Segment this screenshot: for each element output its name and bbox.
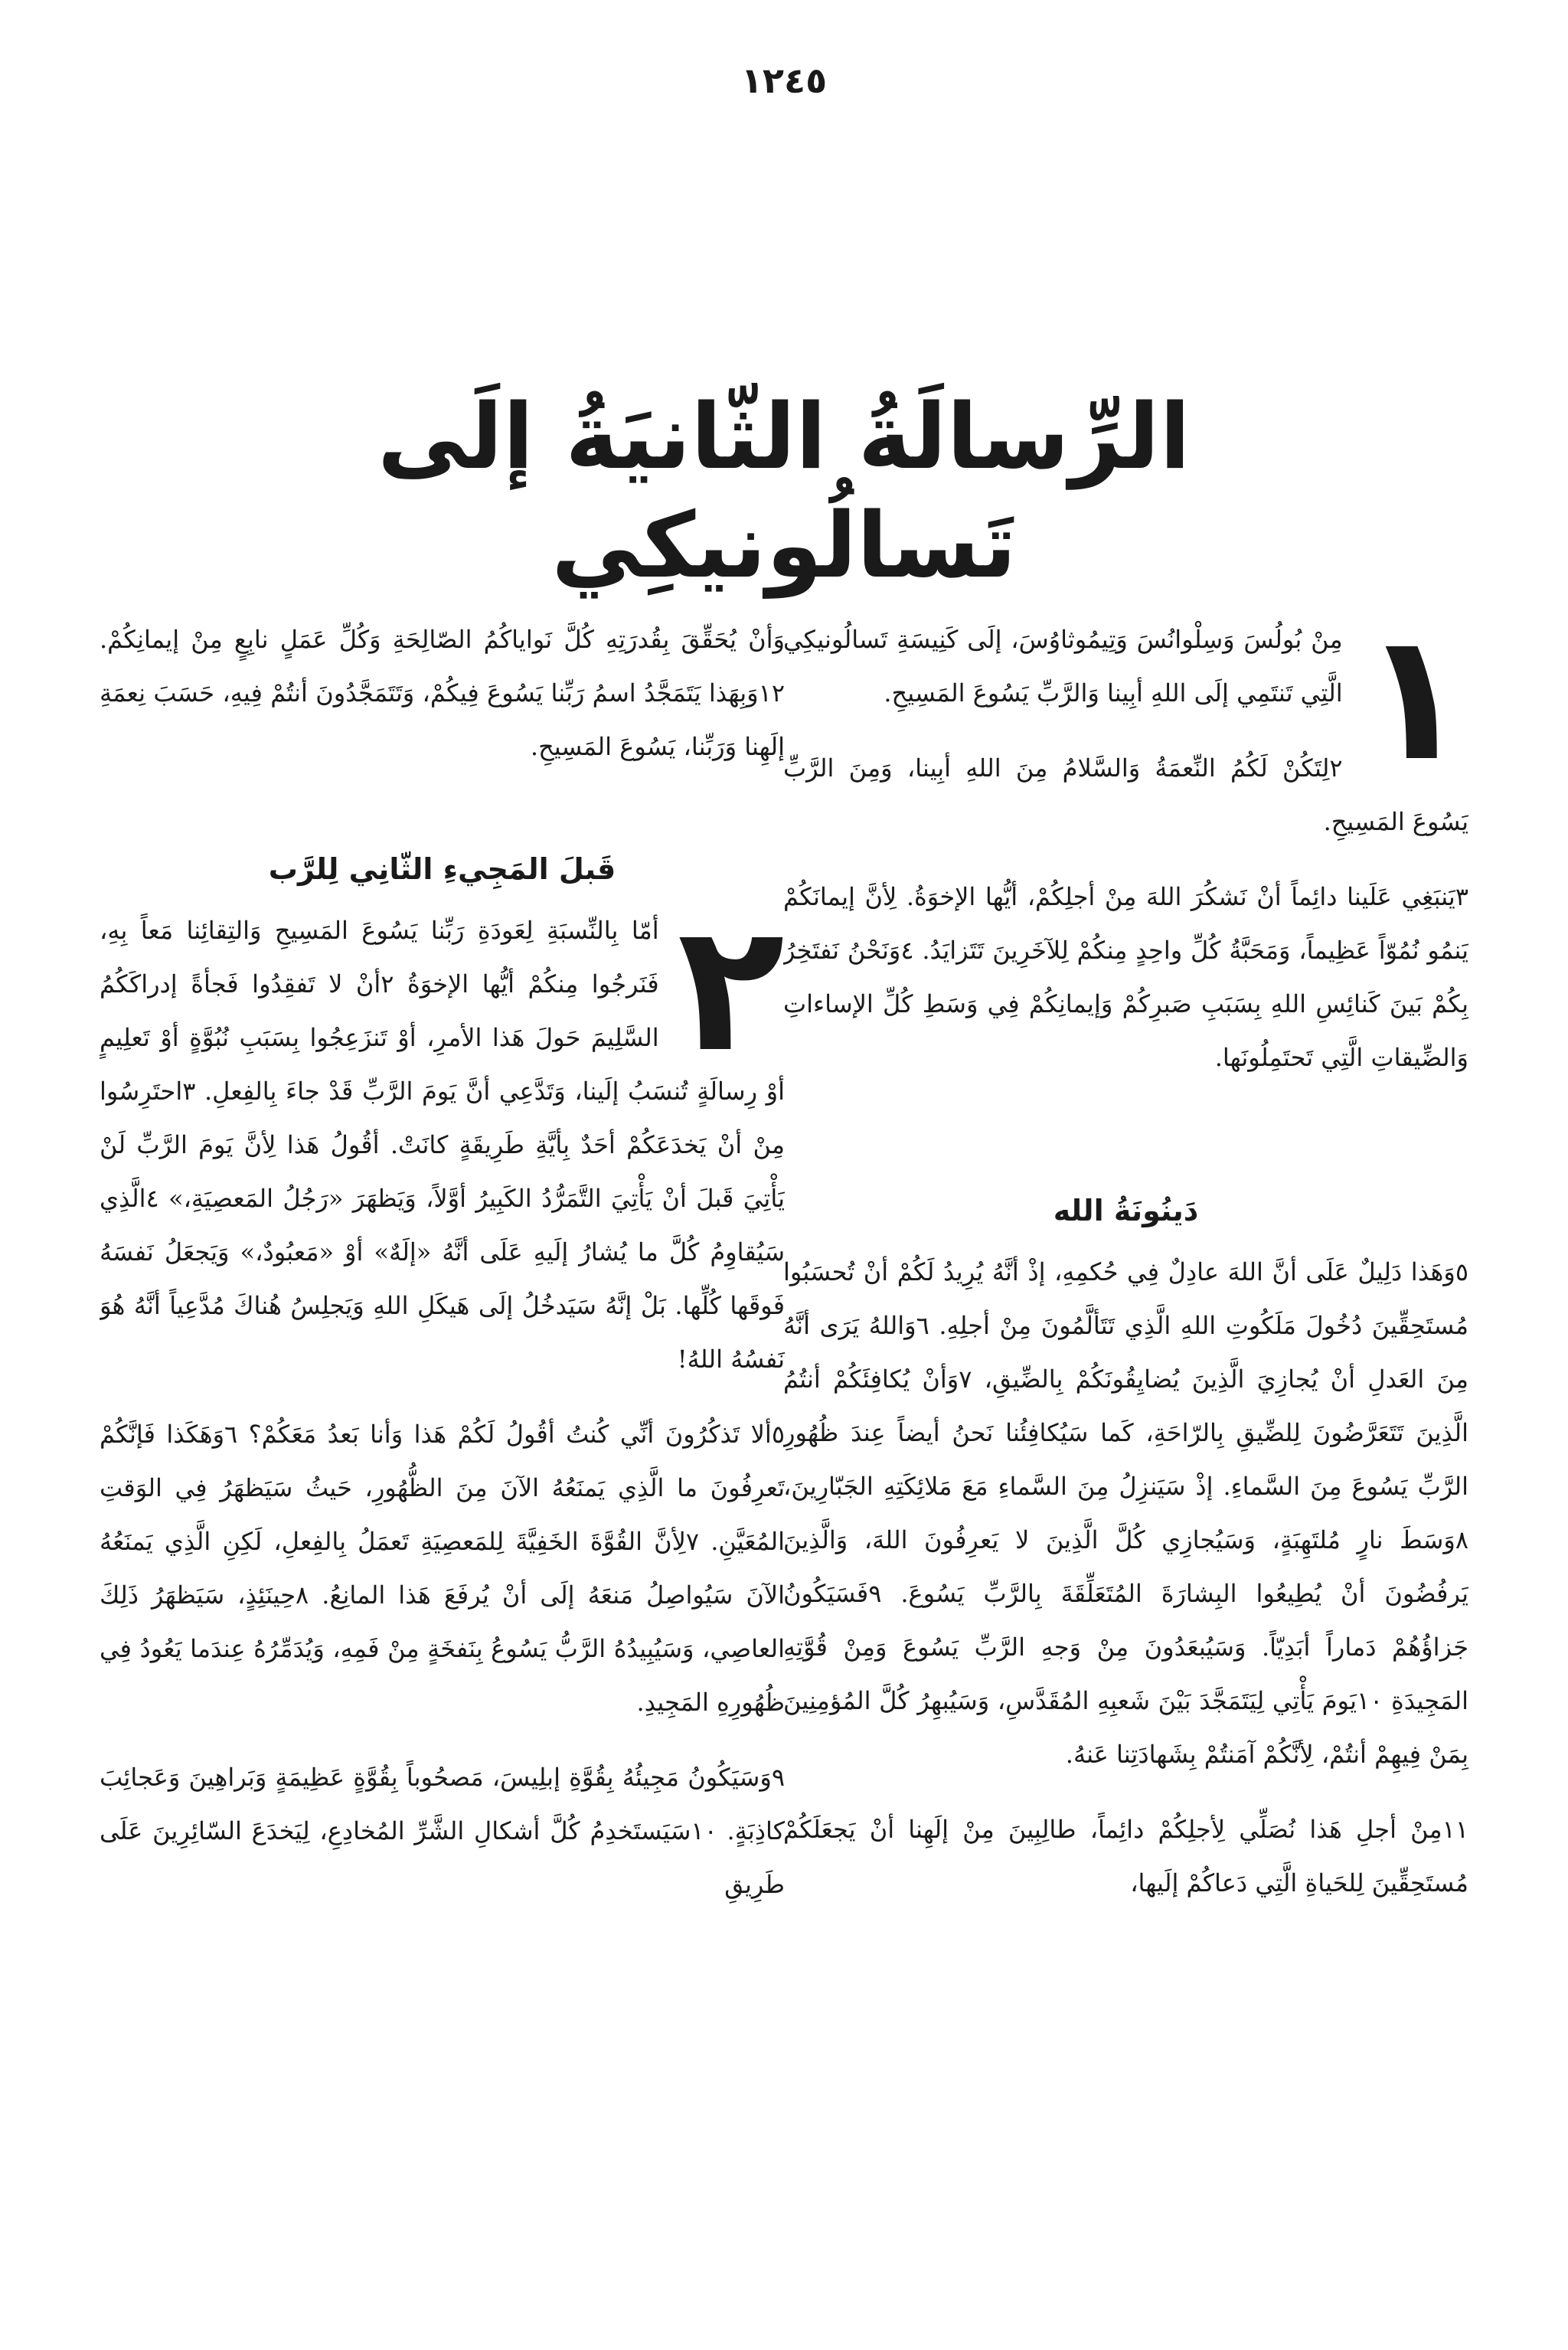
verse-paragraph: ٥وَهَذا دَلِيلٌ عَلَى أنَّ اللهَ عادِلٌ فِي حُكمِهِ، إذْ أنَّهُ يُرِيدُ لَكُمْ أنْ تُحسَبُوا مُستَحِقِّينَ دُخُولَ مَلَكُوتِ اللهِ الَّذِي تَتَألَّمُونَ مِنْ أجلِهِ. ٦وَاللهُ يَرَى أنَّهُ مِنَ العَدلِ أنْ يُجازِيَ الَّذِينَ يُضايِقُونَكُمْ بِالضِّيقِ، ٧وَأنْ يُكافِئَكُمْ أنتُمُ الَّذِينَ تَتَعَرَّضُونَ لِلضِّيقِ بِالرّاحَةِ، كَما سَيُكافِئُنا نَحنُ أيضاً عِندَ ظُهُورِ الرَّبِّ يَسُوعَ مِنَ السَّماءِ. إذْ سَيَنزِلُ مِنَ السَّماءِ مَعَ مَلائِكَتِهِ الجَبّارِينَ، ٨وَسَطَ نارٍ مُلتَهِبَةٍ، وَسَيُجازِي كُلَّ الَّذِينَ لا يَعرِفُونَ اللهَ، وَالَّذِينَ يَرفُضُونَ أنْ يُطِيعُوا البِشارَةَ المُتَعَلِّقَةَ بِالرَّبِّ يَسُوعَ. ٩فَسَيَكُونُ جَزاؤُهُمْ دَماراً أبَدِيّاً. وَسَيُبعَدُونَ مِنْ وَجهِ الرَّبِّ يَسُوعَ وَمِنْ قُوَّتِهِ المَجِيدَةِ ١٠يَومَ يَأْتِي لِيَتَمَجَّدَ بَيْنَ شَعبِهِ المُقَدَّسِ، وَسَيُبهِرُ كُلَّ المُؤمِنِينَ بِمَنْ فِيهِمْ أنتُمْ، لِأنَّكُمْ آمَنتُمْ بِشَهادَتِنا عَنهُ. (783, 1257, 1468, 1769)
verse-paragraph: وَأنْ يُحَقِّقَ بِقُدرَتِهِ كُلَّ نَواياكُمُ الصّالِحَةِ وَكُلِّ عَمَلٍ نابِعٍ مِنْ إيمانِكُمْ. ١٢وَبِهَذا يَتَمَجَّدُ اسمُ رَبِّنا يَسُوعَ فِيكُمْ، وَتَتَمَجَّدُونَ أنتُمْ فِيهِ، حَسَبَ نِعمَةِ إلَهِنا وَرَبِّنا، يَسُوعَ المَسِيحِ. (100, 625, 785, 761)
verse-paragraph: مِنْ بُولُسَ وَسِلْوانُسَ وَتِيمُوثاوُسَ، إلَى كَنِيسَةِ تَسالُونيكِي الَّتِي تَنتَمِي إلَى اللهِ أبِينا وَالرَّبِّ يَسُوعَ المَسِيحِ. (783, 625, 1343, 708)
section-heading: دَينُونَةُ الله (1053, 1194, 1199, 1227)
verse-paragraph: ١١مِنْ أجلِ هَذا نُصَلِّي لِأجلِكُمْ دائِماً، طالِبِينَ مِنْ إلَهِنا أنْ يَجعَلَكُمْ مُستَحِقِّينَ لِلحَياةِ الَّتِي دَعاكُمْ إلَيها، (783, 1815, 1468, 1897)
verse-paragraph: ٥ألا تَذكُرُونَ أنِّي كُنتُ أقُولُ لَكُمْ هَذا وَأنا بَعدُ مَعَكُمْ؟ ٦وَهَكَذا فَإنَّكُمْ تَعرِفُونَ ما الَّذِي يَمنَعُهُ الآنَ مِنَ الظُّهُورِ، حَيثُ سَيَظهَرُ فِي الوَقتِ المُعَيَّنِ. ٧لِأنَّ القُوَّةَ الخَفِيَّةَ لِلمَعصِيَةِ تَعمَلُ بِالفِعلِ، لَكِنِ الَّذِي يَمنَعُهُ الآنَ سَيُواصِلُ مَنعَهُ إلَى أنْ يُرفَعَ هَذا المانِعُ. ٨حِينَئِذٍ، سَيَظهَرُ ذَلِكَ العاصِي، وَسَيُبِيدُهُ الرَّبُّ يَسُوعُ بِنَفخَةٍ مِنْ فَمِهِ، وَيُدَمِّرُهُ عِندَما يَعُودُ فِي ظُهُورِهِ المَجِيدِ. (100, 1420, 785, 1717)
left-column (100, 613, 785, 2312)
page-number: ١٢٤٥ (740, 60, 828, 101)
verse-paragraph: ٢لِتَكُنْ لَكُمُ النِّعمَةُ وَالسَّلامُ مِنَ اللهِ أبِينا، وَمِنَ الرَّبِّ يَسُوعَ المَسِيحِ. (783, 753, 1468, 836)
verse-paragraph: ٩وَسَيَكُونُ مَجِيئُهُ بِقُوَّةِ إبلِيسَ، مَصحُوباً بِقُوَّةٍ عَظِيمَةٍ وَبَراهِينَ وَعَجائِبَ كاذِبَةٍ. ١٠سَيَستَخدِمُ كُلَّ أشكالِ الشَّرِّ المُخادِعِ، لِيَخدَعَ السّائِرِينَ عَلَى طَرِيقِ (100, 1763, 785, 1899)
chapter-number-2: ٢ (677, 887, 785, 1091)
section-heading: قَبلَ المَجِيءِ الثّانِي لِلرَّب (268, 852, 616, 886)
right-column (783, 613, 1468, 2312)
chapter-number-1: ١ (1361, 613, 1468, 800)
verse-paragraph: ٣يَنبَغِي عَلَينا دائِماً أنْ نَشكُرَ اللهَ مِنْ أجلِكُمْ، أيُّها الإخوَةُ. لِأنَّ إيمانَكُمْ يَنمُو نُمُوّاً عَظِيماً، وَمَحَبَّةُ كُلِّ واحِدٍ مِنكُمْ لِلآخَرِينَ تَتَزايَدُ. ٤وَنَحْنُ نَفتَخِرُ بِكُمْ بَينَ كَنائِسِ اللهِ بِسَبَبِ صَبرِكُمْ وَإيمانِكُمْ فِي وَسَطِ كُلِّ الإساءاتِ وَالضِّيقاتِ الَّتِي تَحتَمِلُونَها. (783, 882, 1468, 1072)
book-title: الرِّسالَةُ الثّانيَةُ إلَى تَسالُونيكِي (377, 384, 1191, 598)
verse-paragraph: أمّا بِالنِّسبَةِ لِعَودَةِ رَبِّنا يَسُوعَ المَسِيحِ وَالتِقائِنا مَعاً بِهِ، فَنَرجُوا مِنكُمْ أيُّها الإخوَةُ ٢أنْ لا تَفقِدُوا فَجأةً إدراكَكُمُ السَّلِيمَ حَولَ هَذا الأمرِ، أوْ تَنزَعِجُوا بِسَبَبِ نُبُوَّةٍ أوْ تَعلِيمٍ أوْ رِسالَةٍ تُنسَبُ إلَينا، وَتَدَّعِي أنَّ يَومَ الرَّبِّ قَدْ جاءَ بِالفِعلِ. ٣احتَرِسُوا مِنْ أنْ يَخدَعَكُمْ أحَدٌ بِأيَّةِ طَرِيقَةٍ كانَتْ. أقُولُ هَذا لِأنَّ يَومَ الرَّبِّ لَنْ يَأْتِيَ قَبلَ أنْ يَأْتِيَ التَّمَرُّدُ الكَبِيرُ أوَّلاً، وَيَظهَرَ «رَجُلُ المَعصِيَةِ،» ٤الَّذِي سَيُقاوِمُ كُلَّ ما يُشارُ إلَيهِ عَلَى أنَّهُ «إلَهٌ» أوْ «مَعبُودٌ،» وَيَجعَلُ نَفسَهُ فَوقَها كُلِّها. بَلْ إنَّهُ سَيَدخُلُ إلَى هَيكَلِ اللهِ وَيَجلِسُ هُناكَ مُدَّعِياً أنَّهُ هُوَ نَفسُهُ اللهُ! (100, 916, 785, 1374)
